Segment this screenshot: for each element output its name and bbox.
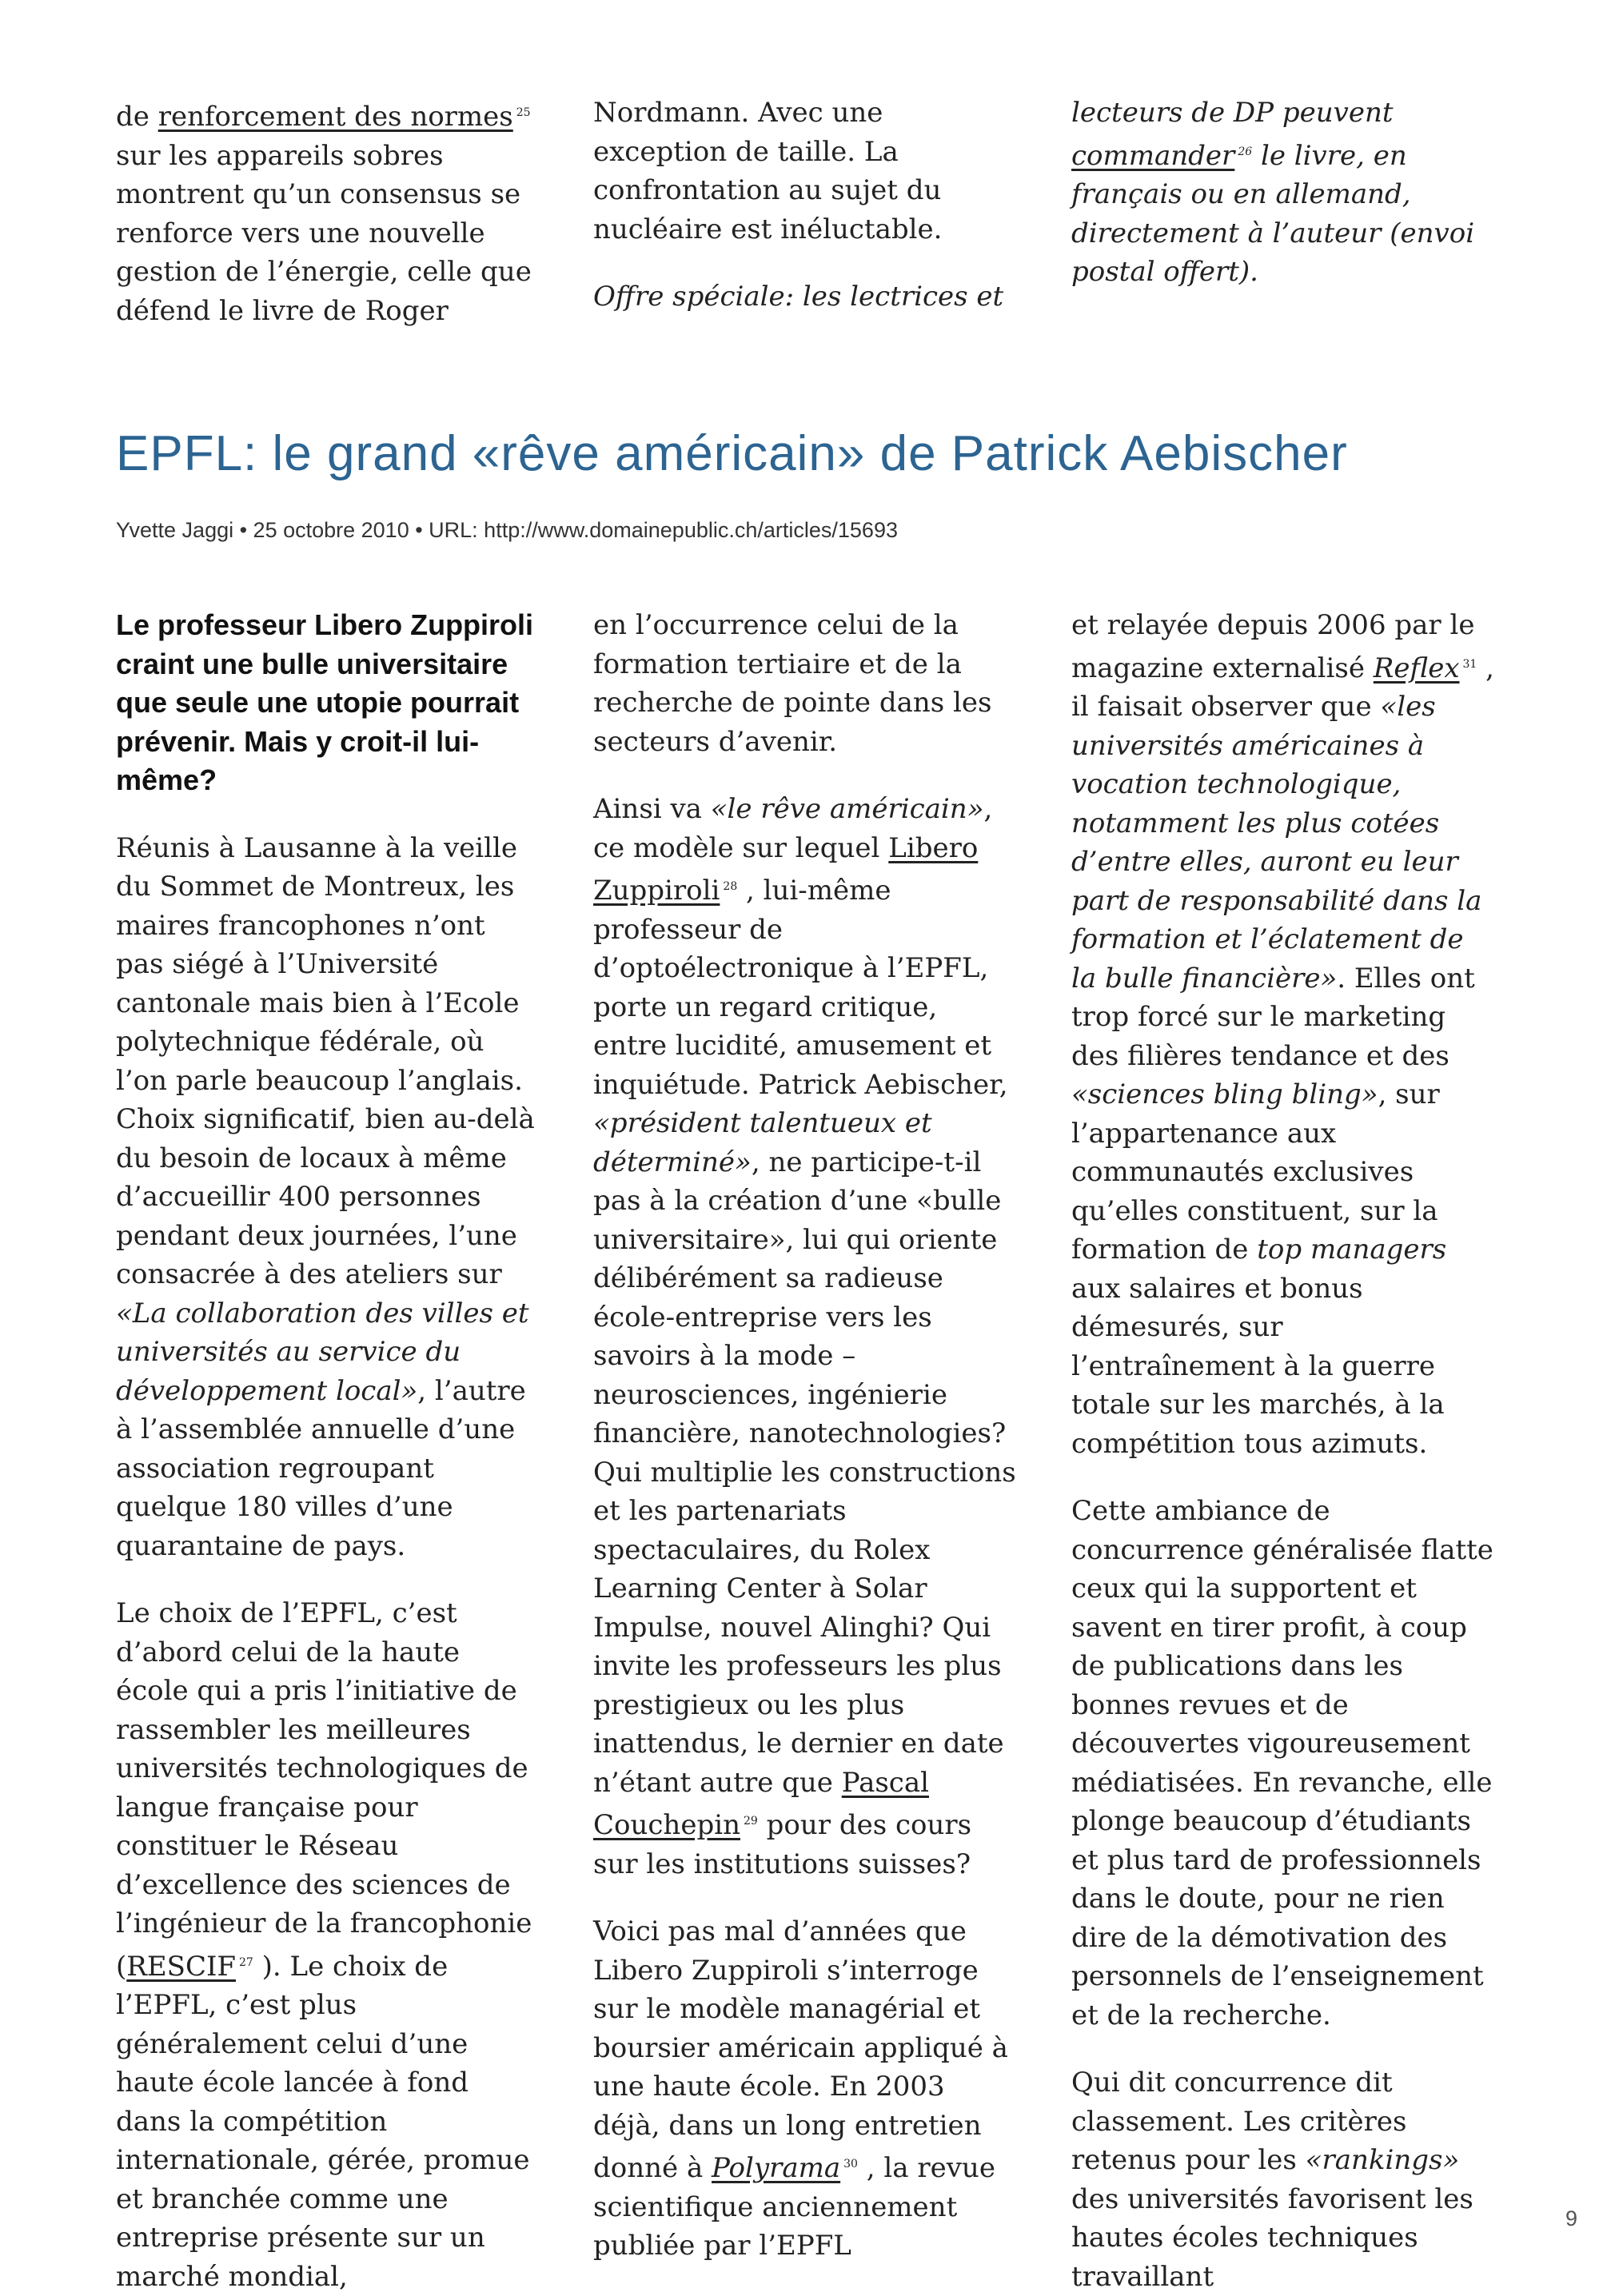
link-renforcement-des-normes[interactable]: renforcement des normes xyxy=(158,101,513,133)
link-rescif[interactable]: RESCIF xyxy=(126,1950,237,1983)
article-paragraph: Cette ambiance de concurrence généralisée flatte ceux qui la supportent et savent en tirer profit, à coup de publications dans les bonnes revues et de découvertes vigoureusement médiatisées. En revanche, elle plonge beaucoup d’étudiants et plus tard de professionnels dans le doute, pour ne rien dire de la démotivation des personnels de l’enseignement et de la recherche. xyxy=(1071,1495,1493,2031)
link-commander[interactable]: commander xyxy=(1071,139,1235,172)
prev-paragraph: de renforcement des normes $^{25}$ sur les appareils sobres montrent qu’un consensus se renforce vers une nouvelle gestion de l’énergie, celle que défend le livre de Roger xyxy=(116,101,532,327)
link-libero-zuppiroli[interactable]: Libero Zuppiroli xyxy=(593,831,979,907)
link-pascal-couchepin[interactable]: Pascal Couchepin xyxy=(593,1766,929,1841)
link-polyrama[interactable]: Polyrama xyxy=(712,2152,841,2184)
article-paragraph: Voici pas mal d’années que Libero Zuppiroli s’interroge sur le modèle managérial et boursier américain appliqué à une haute école. En 2003 déjà, dans un long entretien donné à Polyrama $^{30}$ , la revue scientifique anciennement publiée par l’EPFL xyxy=(593,1915,1008,2262)
page-number: 9 xyxy=(1565,2206,1578,2230)
prev-article-column-3 xyxy=(1071,94,1495,292)
prev-article-column-2 xyxy=(593,94,1017,317)
special-offer-text: Offre spéciale: les lectrices et xyxy=(593,281,1004,313)
article-paragraph: en l’occurrence celui de la formation tertiaire et de la recherche de pointe dans les secteurs d’avenir. xyxy=(593,609,992,758)
article-column-3 xyxy=(1071,606,1495,2296)
prev-paragraph: lecteurs de DP peuvent commander $^{26}$ le livre, en français ou en allemand, directement à l’auteur (envoi postal offert). xyxy=(1071,97,1475,288)
article-paragraph: Qui dit concurrence dit classement. Les critères retenus pour les «rankings» des universités favorisent les hautes écoles techniques travaillant xyxy=(1071,2067,1473,2293)
article-title: EPFL: le grand «rêve américain» de Patrick Aebischer xyxy=(116,426,1348,481)
article-paragraph: Réunis à Lausanne à la veille du Sommet de Montreux, les maires francophones n’ont pas siégé à l’Université cantonale mais bien à l’Ecole polytechnique fédérale, où l’on parle beaucoup l’anglais. Choix significatif, bien au-delà du besoin de locaux à même d’accueillir 400 personnes pendant deux journées, l’une consacrée à des ateliers sur «La collaboration des villes et universités au service du développement local», l’autre à l’assemblée annuelle d’une association regroupant quelque 180 villes d’une quarantaine de pays. xyxy=(116,831,535,1562)
footnote-marker: 31 xyxy=(1462,657,1477,671)
footnote-marker: 25 xyxy=(516,106,531,119)
prev-paragraph: Nordmann. Avec une exception de taille. La confrontation au sujet du nucléaire est inéluctable. xyxy=(593,97,943,245)
footnote-marker: 28 xyxy=(723,880,738,893)
article-lead: Le professeur Libero Zuppiroli craint une bulle universitaire que seule une utopie pourrait prévenir. Mais y croit-il lui-même? xyxy=(116,608,534,796)
article-paragraph: et relayée depuis 2006 par le magazine externalisé Reflex $^{31}$ , il faisait observer que «les universités américaines à vocation technologique, notamment les plus cotées d’entre elles, auront eu leur part de responsabilité dans la formation et l’éclatement de la bulle financière». Elles ont trop forcé sur le marketing des filières tendance et des «sciences bling bling», sur l’appartenance aux communautés exclusives qu’elles constituent, sur la formation de top managers aux salaires et bonus démesurés, sur l’entraînement à la guerre totale sur les marchés, à la compétition tous azimuts. xyxy=(1071,609,1494,1460)
prev-article-column-1 xyxy=(116,94,540,330)
footnote-marker: 26 xyxy=(1238,145,1253,158)
article-byline: Yvette Jaggi • 25 octobre 2010 • URL: http://www.domainepublic.ch/articles/15693 xyxy=(116,518,898,542)
link-reflex[interactable]: Reflex xyxy=(1373,652,1460,684)
article-paragraph: Ainsi va «le rêve américain», ce modèle sur lequel Libero Zuppiroli $^{28}$ , lui-même professeur de d’optoélectronique à l’EPFL, porte un regard critique, entre lucidité, amusement et inquiétude. Patrick Aebischer, «président talentueux et déterminé», ne participe-t-il pas à la création d’une «bulle universitaire», lui qui oriente délibérément sa radieuse école-entreprise vers les savoirs à la mode – neurosciences, ingénierie financière, nanotechnologies? Qui multiplie les constructions et les partenariats spectaculaires, du Rolex Learning Center à Solar Impulse, nouvel Alinghi? Qui invite les professeurs les plus prestigieux ou les plus inattendus, le dernier en date n’étant autre que Pascal Couchepin $^{29}$ pour des cours sur les institutions suisses? xyxy=(593,793,1016,1880)
footnote-marker: 30 xyxy=(843,2158,858,2170)
footnote-marker: 29 xyxy=(743,1815,758,1828)
footnote-marker: 27 xyxy=(239,1955,253,1969)
article-paragraph: Le choix de l’EPFL, c’est d’abord celui de la haute école qui a pris l’initiative de rassembler les meilleures universités technologiques de langue française pour constituer le Réseau d’excellence des sciences de l’ingénieur de la francophonie (RESCIF $^{27}$ ). Le choix de l’EPFL, c’est plus généralement celui d’une haute école lancée à fond dans la compétition internationale, gérée, promue et branchée comme une entreprise présente sur un marché mondial, xyxy=(116,1597,532,2293)
article-column-2 xyxy=(593,606,1017,2266)
article-column-1 xyxy=(116,606,540,2296)
